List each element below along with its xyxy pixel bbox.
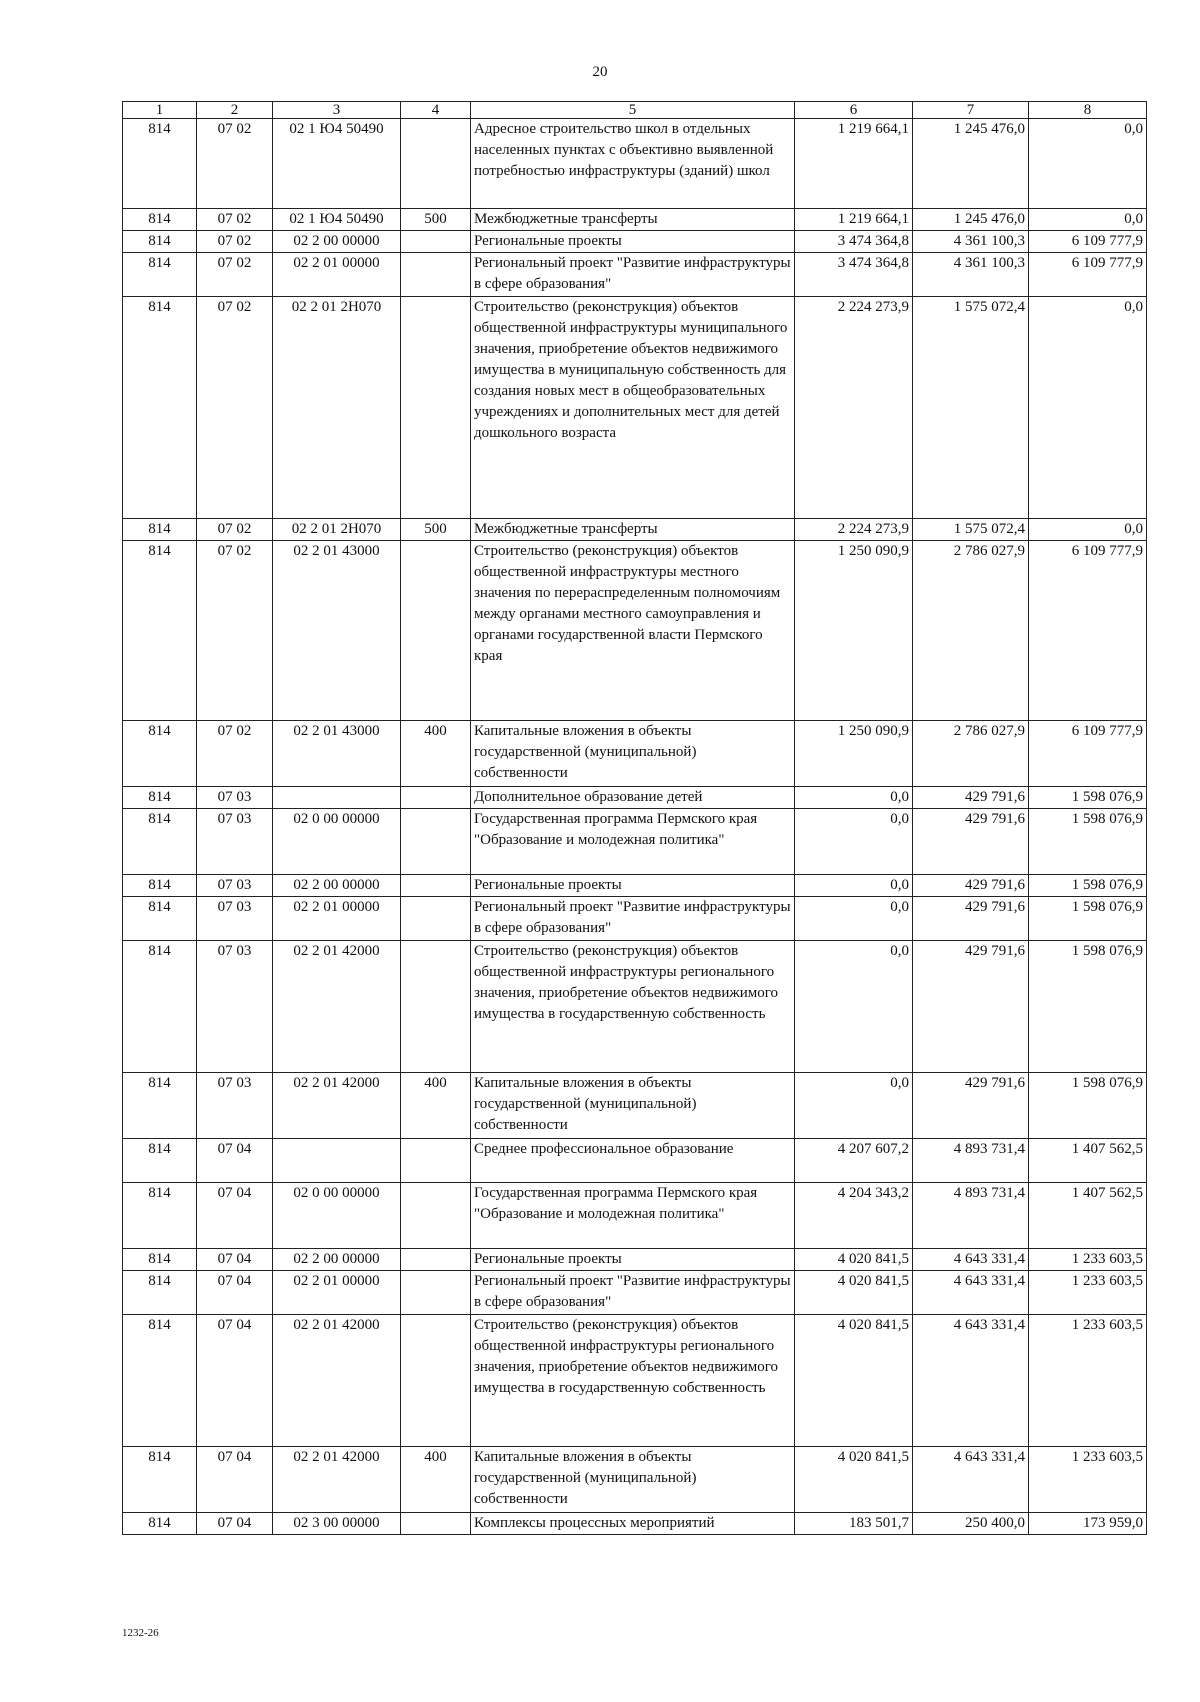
table-row (123, 1315, 1147, 1447)
amount-cell: 4 020 841,5 (795, 1249, 913, 1271)
expense-type-cell (401, 297, 471, 519)
amount-cell: 6 109 777,9 (1029, 253, 1147, 297)
description-cell: Строительство (реконструкция) объектов общественной инфраструктуры местного значения по перераспределенным полномочиям между органами местного самоуправления и органами государственной власти Пермского края (471, 541, 795, 721)
column-header: 4 (401, 102, 471, 119)
ministry-code-cell: 814 (123, 721, 197, 787)
amount-cell: 6 109 777,9 (1029, 231, 1147, 253)
table-row (123, 941, 1147, 1073)
amount-cell: 0,0 (1029, 519, 1147, 541)
table-row (123, 231, 1147, 253)
section-code-cell: 07 03 (197, 941, 273, 1073)
column-header: 5 (471, 102, 795, 119)
section-code-cell: 07 02 (197, 253, 273, 297)
amount-cell: 1 219 664,1 (795, 209, 913, 231)
amount-cell: 1 598 076,9 (1029, 875, 1147, 897)
table-row (123, 1447, 1147, 1513)
section-code-cell: 07 04 (197, 1139, 273, 1183)
target-article-cell: 02 2 01 43000 (273, 541, 401, 721)
ministry-code-cell: 814 (123, 519, 197, 541)
amount-cell: 0,0 (1029, 297, 1147, 519)
section-code-cell: 07 04 (197, 1249, 273, 1271)
table-row (123, 297, 1147, 519)
amount-cell: 429 791,6 (913, 1073, 1029, 1139)
amount-cell: 2 786 027,9 (913, 721, 1029, 787)
target-article-cell: 02 2 01 2Н070 (273, 297, 401, 519)
ministry-code-cell: 814 (123, 787, 197, 809)
ministry-code-cell: 814 (123, 209, 197, 231)
column-header: 8 (1029, 102, 1147, 119)
section-code-cell: 07 02 (197, 209, 273, 231)
description-cell: Региональные проекты (471, 231, 795, 253)
amount-cell: 1 245 476,0 (913, 119, 1029, 209)
description-cell: Дополнительное образование детей (471, 787, 795, 809)
amount-cell: 3 474 364,8 (795, 231, 913, 253)
expense-type-cell (401, 231, 471, 253)
description-cell: Региональные проекты (471, 875, 795, 897)
section-code-cell: 07 04 (197, 1315, 273, 1447)
expense-type-cell (401, 119, 471, 209)
ministry-code-cell: 814 (123, 231, 197, 253)
description-cell: Строительство (реконструкция) объектов общественной инфраструктуры муниципального значения, приобретение объектов недвижимого имущества в муниципальную собственность для создания новых мест в общеобразовательных учреждениях и дополнительных мест для детей дошкольного возраста (471, 297, 795, 519)
table-row (123, 787, 1147, 809)
table-row (123, 1183, 1147, 1249)
amount-cell: 1 575 072,4 (913, 519, 1029, 541)
amount-cell: 1 250 090,9 (795, 721, 913, 787)
description-cell: Комплексы процессных мероприятий (471, 1513, 795, 1535)
description-cell: Региональный проект "Развитие инфраструктуры в сфере образования" (471, 253, 795, 297)
section-code-cell: 07 04 (197, 1183, 273, 1249)
section-code-cell: 07 03 (197, 897, 273, 941)
ministry-code-cell: 814 (123, 1513, 197, 1535)
table-row (123, 119, 1147, 209)
ministry-code-cell: 814 (123, 297, 197, 519)
column-header: 3 (273, 102, 401, 119)
amount-cell: 2 224 273,9 (795, 297, 913, 519)
target-article-cell: 02 1 Ю4 50490 (273, 209, 401, 231)
expense-type-cell (401, 941, 471, 1073)
amount-cell: 0,0 (1029, 209, 1147, 231)
expense-type-cell (401, 787, 471, 809)
target-article-cell: 02 2 01 43000 (273, 721, 401, 787)
description-cell: Среднее профессиональное образование (471, 1139, 795, 1183)
table-row (123, 1249, 1147, 1271)
table-row (123, 721, 1147, 787)
expense-type-cell (401, 1183, 471, 1249)
amount-cell: 3 474 364,8 (795, 253, 913, 297)
target-article-cell: 02 2 01 42000 (273, 1447, 401, 1513)
amount-cell: 1 598 076,9 (1029, 941, 1147, 1073)
column-header: 6 (795, 102, 913, 119)
amount-cell: 429 791,6 (913, 897, 1029, 941)
table-header-row (123, 102, 1147, 119)
amount-cell: 1 598 076,9 (1029, 809, 1147, 875)
description-cell: Адресное строительство школ в отдельных населенных пунктах с объективно выявленной потребностью инфраструктуры (зданий) школ (471, 119, 795, 209)
amount-cell: 4 361 100,3 (913, 253, 1029, 297)
amount-cell: 2 224 273,9 (795, 519, 913, 541)
amount-cell: 4 643 331,4 (913, 1315, 1029, 1447)
target-article-cell: 02 0 00 00000 (273, 809, 401, 875)
section-code-cell: 07 04 (197, 1447, 273, 1513)
target-article-cell: 02 2 00 00000 (273, 1249, 401, 1271)
description-cell: Строительство (реконструкция) объектов общественной инфраструктуры регионального значения, приобретение объектов недвижимого имущества в государственную собственность (471, 941, 795, 1073)
amount-cell: 0,0 (795, 897, 913, 941)
table-row (123, 1271, 1147, 1315)
table-row (123, 875, 1147, 897)
section-code-cell: 07 04 (197, 1271, 273, 1315)
amount-cell: 0,0 (1029, 119, 1147, 209)
target-article-cell: 02 2 01 2Н070 (273, 519, 401, 541)
amount-cell: 1 233 603,5 (1029, 1447, 1147, 1513)
amount-cell: 0,0 (795, 941, 913, 1073)
description-cell: Межбюджетные трансферты (471, 209, 795, 231)
description-cell: Государственная программа Пермского края "Образование и молодежная политика" (471, 1183, 795, 1249)
section-code-cell: 07 03 (197, 787, 273, 809)
description-cell: Капитальные вложения в объекты государственной (муниципальной) собственности (471, 1447, 795, 1513)
ministry-code-cell: 814 (123, 1249, 197, 1271)
ministry-code-cell: 814 (123, 897, 197, 941)
amount-cell: 1 219 664,1 (795, 119, 913, 209)
target-article-cell (273, 787, 401, 809)
amount-cell: 4 020 841,5 (795, 1315, 913, 1447)
amount-cell: 4 020 841,5 (795, 1447, 913, 1513)
amount-cell: 1 233 603,5 (1029, 1315, 1147, 1447)
amount-cell: 1 407 562,5 (1029, 1139, 1147, 1183)
section-code-cell: 07 04 (197, 1513, 273, 1535)
section-code-cell: 07 03 (197, 809, 273, 875)
ministry-code-cell: 814 (123, 253, 197, 297)
expense-type-cell (401, 1271, 471, 1315)
target-article-cell (273, 1139, 401, 1183)
amount-cell: 250 400,0 (913, 1513, 1029, 1535)
column-header: 2 (197, 102, 273, 119)
amount-cell: 173 959,0 (1029, 1513, 1147, 1535)
description-cell: Капитальные вложения в объекты государственной (муниципальной) собственности (471, 721, 795, 787)
expense-type-cell (401, 253, 471, 297)
column-header: 1 (123, 102, 197, 119)
amount-cell: 0,0 (795, 875, 913, 897)
table-row (123, 209, 1147, 231)
section-code-cell: 07 03 (197, 875, 273, 897)
amount-cell: 0,0 (795, 809, 913, 875)
amount-cell: 4 361 100,3 (913, 231, 1029, 253)
amount-cell: 1 245 476,0 (913, 209, 1029, 231)
expense-type-cell (401, 875, 471, 897)
description-cell: Капитальные вложения в объекты государственной (муниципальной) собственности (471, 1073, 795, 1139)
target-article-cell: 02 2 00 00000 (273, 875, 401, 897)
amount-cell: 6 109 777,9 (1029, 541, 1147, 721)
amount-cell: 4 643 331,4 (913, 1249, 1029, 1271)
expense-type-cell: 400 (401, 721, 471, 787)
table-row (123, 519, 1147, 541)
ministry-code-cell: 814 (123, 1315, 197, 1447)
amount-cell: 4 643 331,4 (913, 1447, 1029, 1513)
amount-cell: 1 407 562,5 (1029, 1183, 1147, 1249)
amount-cell: 4 204 343,2 (795, 1183, 913, 1249)
amount-cell: 429 791,6 (913, 941, 1029, 1073)
ministry-code-cell: 814 (123, 1183, 197, 1249)
amount-cell: 6 109 777,9 (1029, 721, 1147, 787)
target-article-cell: 02 2 01 42000 (273, 941, 401, 1073)
expense-type-cell (401, 1513, 471, 1535)
amount-cell: 4 893 731,4 (913, 1183, 1029, 1249)
ministry-code-cell: 814 (123, 541, 197, 721)
amount-cell: 1 598 076,9 (1029, 787, 1147, 809)
expense-type-cell: 500 (401, 519, 471, 541)
amount-cell: 0,0 (795, 787, 913, 809)
amount-cell: 2 786 027,9 (913, 541, 1029, 721)
amount-cell: 4 643 331,4 (913, 1271, 1029, 1315)
amount-cell: 1 233 603,5 (1029, 1271, 1147, 1315)
table-row (123, 541, 1147, 721)
amount-cell: 1 233 603,5 (1029, 1249, 1147, 1271)
ministry-code-cell: 814 (123, 1073, 197, 1139)
target-article-cell: 02 2 01 42000 (273, 1315, 401, 1447)
expense-type-cell: 400 (401, 1447, 471, 1513)
target-article-cell: 02 2 01 42000 (273, 1073, 401, 1139)
amount-cell: 4 893 731,4 (913, 1139, 1029, 1183)
table-row (123, 1513, 1147, 1535)
table-row (123, 1073, 1147, 1139)
section-code-cell: 07 02 (197, 231, 273, 253)
table-row (123, 897, 1147, 941)
target-article-cell: 02 1 Ю4 50490 (273, 119, 401, 209)
amount-cell: 429 791,6 (913, 787, 1029, 809)
target-article-cell: 02 2 01 00000 (273, 897, 401, 941)
page-number: 20 (592, 64, 608, 80)
column-header: 7 (913, 102, 1029, 119)
table-body (123, 119, 1147, 1535)
description-cell: Строительство (реконструкция) объектов общественной инфраструктуры регионального значения, приобретение объектов недвижимого имущества в государственную собственность (471, 1315, 795, 1447)
amount-cell: 4 020 841,5 (795, 1271, 913, 1315)
table-row (123, 809, 1147, 875)
amount-cell: 183 501,7 (795, 1513, 913, 1535)
amount-cell: 1 250 090,9 (795, 541, 913, 721)
section-code-cell: 07 02 (197, 721, 273, 787)
target-article-cell: 02 3 00 00000 (273, 1513, 401, 1535)
table-row (123, 253, 1147, 297)
description-cell: Региональные проекты (471, 1249, 795, 1271)
budget-table (122, 101, 1147, 1535)
amount-cell: 429 791,6 (913, 875, 1029, 897)
expense-type-cell: 500 (401, 209, 471, 231)
ministry-code-cell: 814 (123, 809, 197, 875)
target-article-cell: 02 2 01 00000 (273, 253, 401, 297)
expense-type-cell (401, 809, 471, 875)
amount-cell: 4 207 607,2 (795, 1139, 913, 1183)
expense-type-cell (401, 1315, 471, 1447)
section-code-cell: 07 02 (197, 297, 273, 519)
ministry-code-cell: 814 (123, 941, 197, 1073)
expense-type-cell (401, 1139, 471, 1183)
section-code-cell: 07 02 (197, 541, 273, 721)
amount-cell: 429 791,6 (913, 809, 1029, 875)
ministry-code-cell: 814 (123, 1447, 197, 1513)
section-code-cell: 07 03 (197, 1073, 273, 1139)
table-row (123, 1139, 1147, 1183)
ministry-code-cell: 814 (123, 1139, 197, 1183)
expense-type-cell (401, 1249, 471, 1271)
target-article-cell: 02 2 00 00000 (273, 231, 401, 253)
target-article-cell: 02 0 00 00000 (273, 1183, 401, 1249)
target-article-cell: 02 2 01 00000 (273, 1271, 401, 1315)
amount-cell: 1 598 076,9 (1029, 1073, 1147, 1139)
section-code-cell: 07 02 (197, 119, 273, 209)
section-code-cell: 07 02 (197, 519, 273, 541)
description-cell: Государственная программа Пермского края "Образование и молодежная политика" (471, 809, 795, 875)
description-cell: Межбюджетные трансферты (471, 519, 795, 541)
expense-type-cell (401, 897, 471, 941)
document-footer-code: 1232-26 (122, 1627, 159, 1639)
ministry-code-cell: 814 (123, 1271, 197, 1315)
expense-type-cell (401, 541, 471, 721)
ministry-code-cell: 814 (123, 119, 197, 209)
amount-cell: 1 575 072,4 (913, 297, 1029, 519)
ministry-code-cell: 814 (123, 875, 197, 897)
description-cell: Региональный проект "Развитие инфраструктуры в сфере образования" (471, 1271, 795, 1315)
description-cell: Региональный проект "Развитие инфраструктуры в сфере образования" (471, 897, 795, 941)
expense-type-cell: 400 (401, 1073, 471, 1139)
amount-cell: 1 598 076,9 (1029, 897, 1147, 941)
amount-cell: 0,0 (795, 1073, 913, 1139)
